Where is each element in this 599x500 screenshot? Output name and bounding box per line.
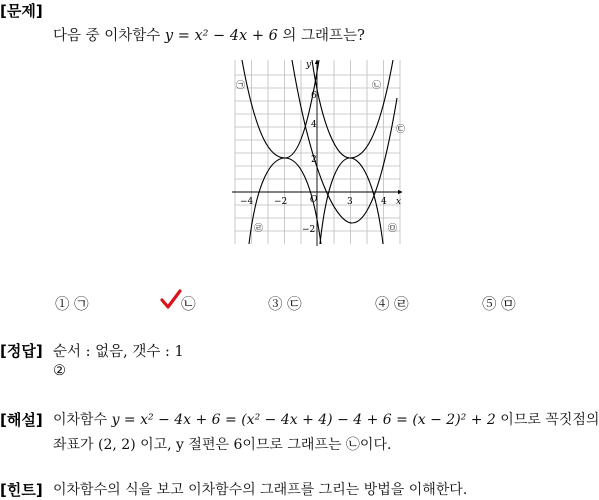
choice-1-label: ㉠ xyxy=(74,297,89,313)
x-tick-4: 4 xyxy=(381,197,387,207)
hint-section-label: [힌트] xyxy=(0,481,43,499)
choice-4-number: ④ xyxy=(375,297,390,313)
y-tick-4: 4 xyxy=(311,120,317,130)
choice-5-label: ㉤ xyxy=(501,297,516,313)
curve-label-d: ㉣ xyxy=(254,224,264,234)
choice-3-label: ㉢ xyxy=(287,297,302,313)
question-section-label: [문제] xyxy=(0,2,43,20)
curve-label-a: ㉠ xyxy=(236,81,246,91)
question-text-after: 의 그래프는? xyxy=(282,28,365,44)
explanation-line-1-math: y = x² − 4x + 6 = (x² − 4x + 4) − 4 + 6 = (x − 2)² + 2 xyxy=(111,412,496,428)
choice-3-number: ③ xyxy=(268,297,283,313)
question-text-before: 다음 중 이차함수 xyxy=(53,28,161,44)
explanation-line-1-post: 이므로 꼭짓점의 xyxy=(500,412,599,428)
explanation-section-label: [해설] xyxy=(0,411,43,429)
question-text xyxy=(53,24,365,45)
curve-label-e: ㉤ xyxy=(388,224,398,234)
choice-1-number: ① xyxy=(55,297,70,313)
choice-4[interactable] xyxy=(375,293,409,314)
question-equation: y = x² − 4x + 6 xyxy=(164,28,278,44)
x-tick-3: 3 xyxy=(347,197,353,207)
answer-line-2: ② xyxy=(53,363,66,379)
choice-5[interactable] xyxy=(482,293,516,314)
hint-text: 이차함수의 식을 보고 이차함수의 그래프를 그리는 방법을 이해한다. xyxy=(53,482,468,498)
choice-5-number: ⑤ xyxy=(482,297,497,313)
choice-3[interactable] xyxy=(268,293,302,314)
explanation-line-2: 좌표가 (2, 2) 이고, y 절편은 6이므로 그래프는 ㉡이다. xyxy=(53,437,392,453)
x-tick-neg4: −4 xyxy=(240,197,254,207)
origin-label: O xyxy=(310,195,318,205)
curve-label-c: ㉢ xyxy=(396,125,406,135)
checkmark-icon xyxy=(160,288,182,310)
y-axis-label: y xyxy=(306,60,312,70)
choice-2-label: ㉡ xyxy=(181,297,196,313)
x-tick-neg2: −2 xyxy=(274,197,288,207)
y-tick-6: 6 xyxy=(311,91,317,101)
choice-4-label: ㉣ xyxy=(394,297,409,313)
explanation-line-1 xyxy=(53,409,599,429)
parabola-graph-figure xyxy=(232,58,408,248)
choice-1[interactable] xyxy=(55,293,89,314)
y-tick-neg2: −2 xyxy=(302,225,316,235)
x-axis-label: x xyxy=(396,197,402,207)
explanation-line-1-pre: 이차함수 xyxy=(53,412,108,428)
y-tick-2: 2 xyxy=(311,155,317,165)
answer-line-1: 순서 : 없음, 갯수 : 1 xyxy=(53,344,184,360)
curve-label-b: ㉡ xyxy=(372,81,382,91)
answer-section-label: [정답] xyxy=(0,342,43,360)
